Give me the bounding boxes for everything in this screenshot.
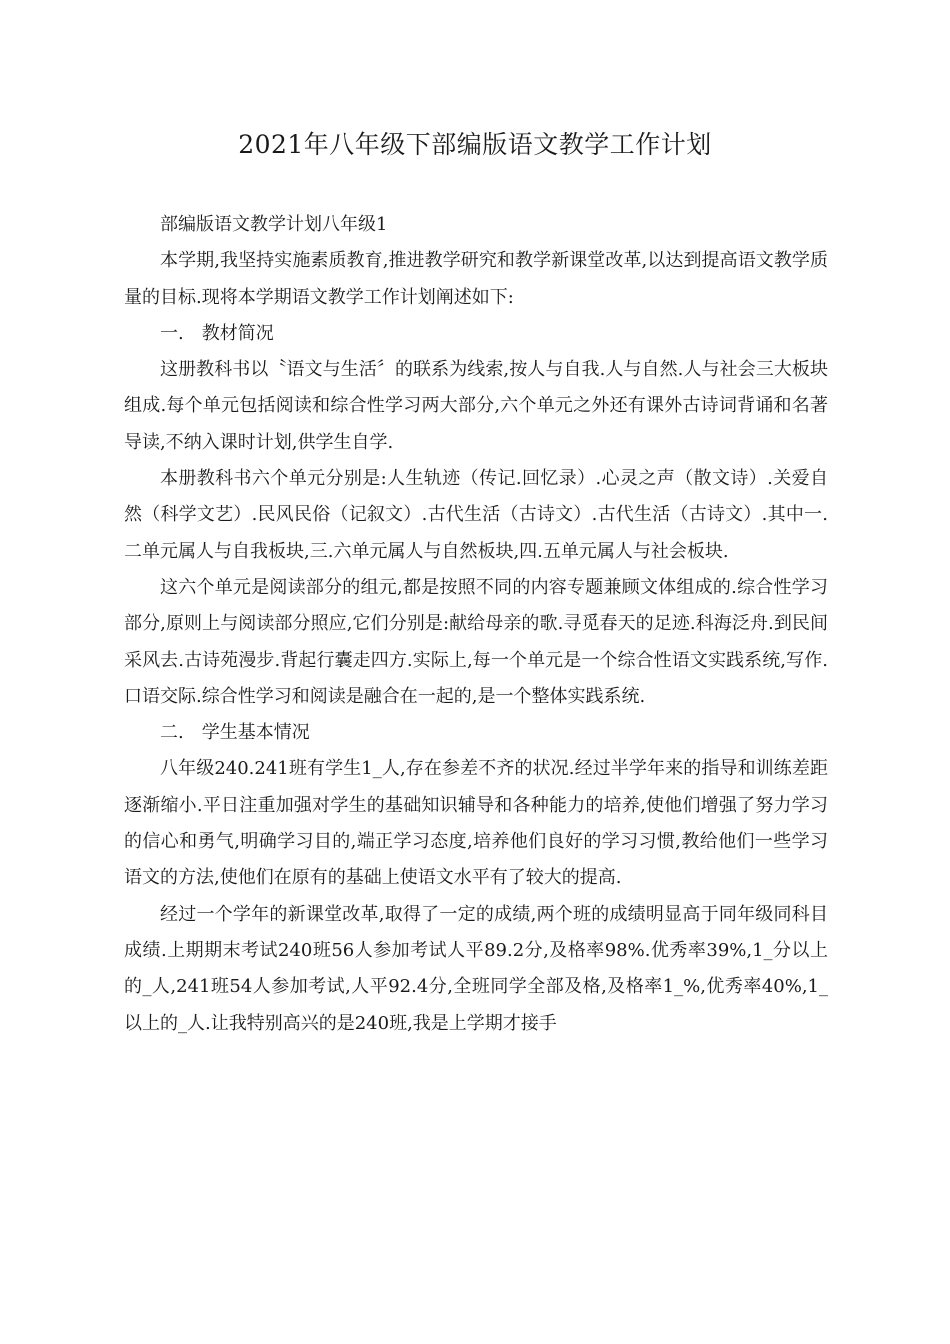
body-paragraph: 经过一个学年的新课堂改革,取得了一定的成绩,两个班的成绩明显高于同年级同科目成绩.上期期末考试240班56人参加考试人平89.2分,及格率98%.优秀率39%,1_分以上的_人,241班54人参加考试,人平92.4分,全班同学全部及格,及格率1_%,优秀率40%,1_以上的_人.让我特别高兴的是240班,我是上学期才接手 [124, 903, 828, 1034]
body-paragraph: 八年级240.241班有学生1_人,存在参差不齐的状况.经过半学年来的指导和训练差距逐渐缩小.平日注重加强对学生的基础知识辅导和各种能力的培养,使他们增强了努力学习的信心和勇气,明确学习目的,端正学习态度,培养他们良好的学习习惯,教给他们一些学习语文的方法,使他们在原有的基础上使语文水平有了较大的提高. [124, 758, 828, 889]
document-title: 2021年八年级下部编版语文教学工作计划 [238, 130, 712, 159]
subtitle-paragraph: 部编版语文教学计划八年级1 [160, 214, 388, 235]
section-heading-students: 二. 学生基本情况 [160, 722, 310, 744]
document-body [124, 207, 828, 1042]
body-paragraph: 这六个单元是阅读部分的组元,都是按照不同的内容专题兼顾文体组成的.综合性学习部分,原则上与阅读部分照应,它们分别是:献给母亲的歌.寻觅春天的足迹.科海泛舟.到民间采风去.古诗苑漫步.背起行囊走四方.实际上,每一个单元是一个综合性语文实践系统,写作.口语交际.综合性学习和阅读是融合在一起的,是一个整体实践系统. [124, 576, 828, 707]
intro-paragraph: 本学期,我坚持实施素质教育,推进教学研究和教学新课堂改革,以达到提高语文教学质量的目标.现将本学期语文教学工作计划阐述如下: [124, 250, 828, 308]
body-paragraph: 这册教科书以〝语文与生活〞的联系为线索,按人与自我.人与自然.人与社会三大板块组成.每个单元包括阅读和综合性学习两大部分,六个单元之外还有课外古诗词背诵和名著导读,不纳入课时计划,供学生自学. [124, 359, 828, 453]
body-paragraph: 本册教科书六个单元分别是:人生轨迹（传记.回忆录）.心灵之声（散文诗）.关爱自然（科学文艺）.民风民俗（记叙文）.古代生活（古诗文）.古代生活（古诗文）.其中一.二单元属人与自我板块,三.六单元属人与自然板块,四.五单元属人与社会板块. [124, 468, 828, 562]
section-heading-textbook: 一. 教材简况 [160, 322, 274, 344]
